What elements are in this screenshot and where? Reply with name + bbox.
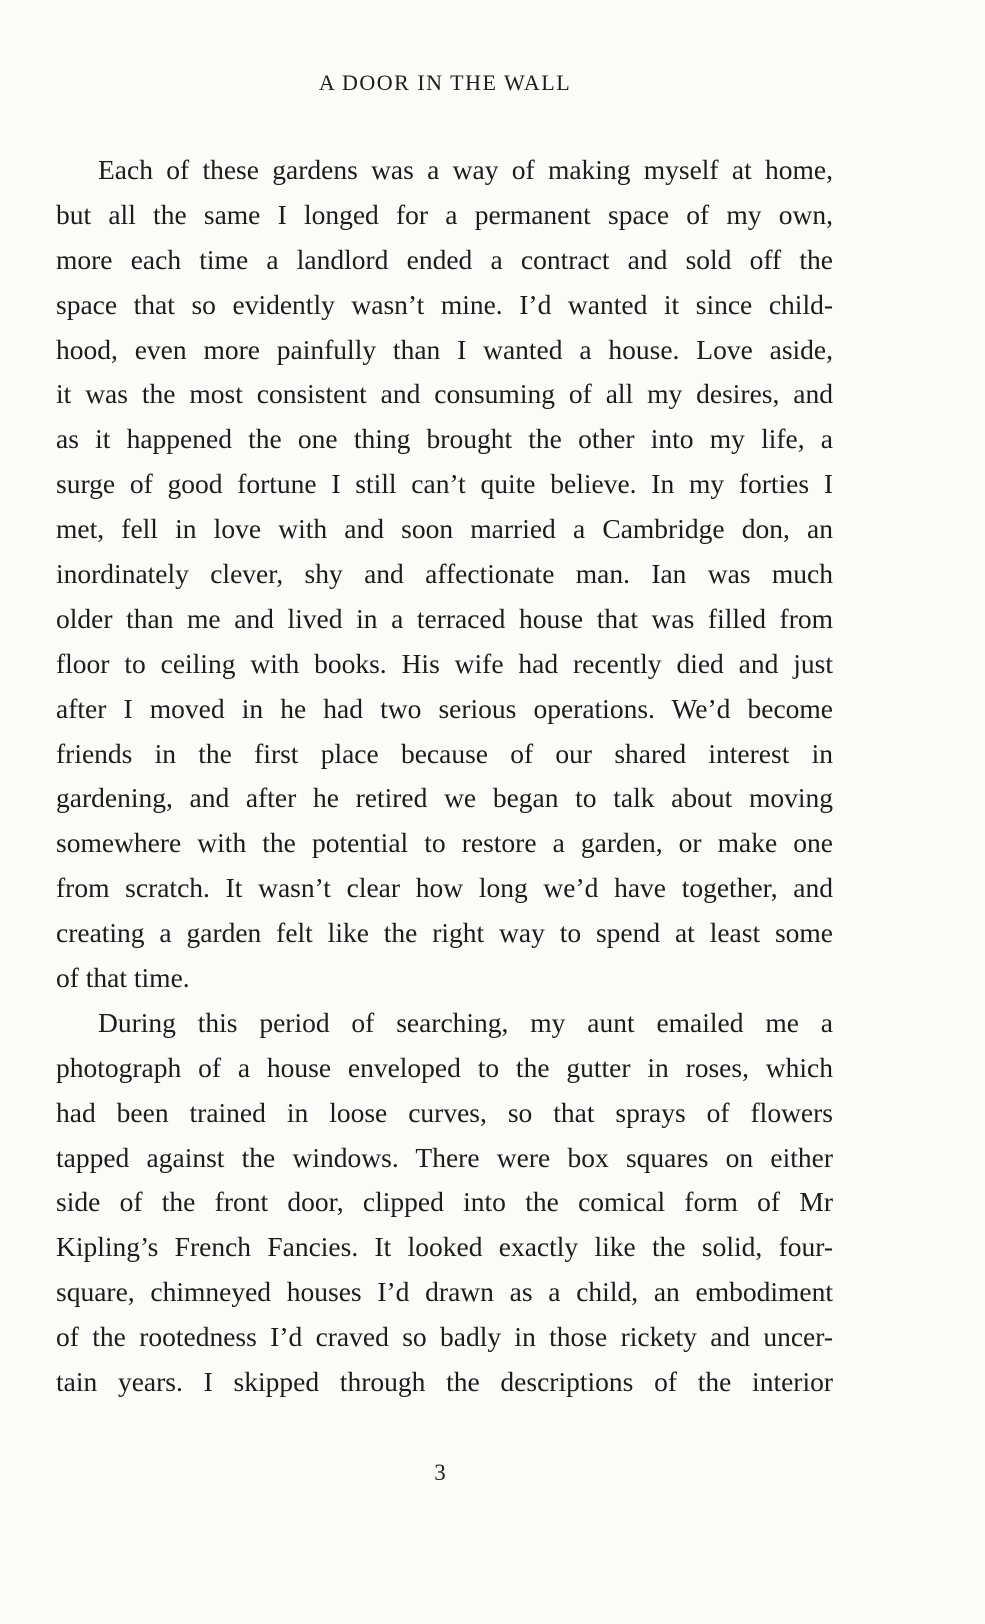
text-line: Kipling’s French Fancies. It looked exactly like the solid, four-: [56, 1231, 833, 1263]
text-line: space that so evidently wasn’t mine. I’d wanted it since child-: [56, 288, 833, 320]
text-line: tapped against the windows. There were box squares on either: [56, 1141, 833, 1173]
text-line: tain years. I skipped through the descriptions of the interior: [56, 1366, 833, 1398]
body-text: [56, 148, 833, 1405]
text-line: surge of good fortune I still can’t quite believe. In my forties I: [56, 468, 833, 500]
text-line: side of the front door, clipped into the comical form of Mr: [56, 1186, 833, 1218]
text-line: hood, even more painfully than I wanted a house. Love aside,: [56, 333, 833, 365]
text-line: floor to ceiling with books. His wife had recently died and just: [56, 647, 833, 679]
running-head: A DOOR IN THE WALL: [318, 70, 572, 95]
text-line: square, chimneyed houses I’d drawn as a child, an embodiment: [56, 1276, 833, 1308]
text-line: friends in the first place because of our shared interest in: [56, 737, 833, 769]
text-line: more each time a landlord ended a contract and sold off the: [56, 243, 833, 275]
text-line: During this period of searching, my aunt emailed me a: [98, 1006, 833, 1038]
text-line: after I moved in he had two serious operations. We’d become: [56, 692, 833, 724]
text-line: of the rootedness I’d craved so badly in those rickety and uncer-: [56, 1321, 833, 1353]
text-line: photograph of a house enveloped to the gutter in roses, which: [56, 1051, 833, 1083]
text-line: had been trained in loose curves, so that sprays of flowers: [56, 1096, 833, 1128]
text-line: gardening, and after he retired we began to talk about moving: [56, 782, 833, 814]
text-line: somewhere with the potential to restore a garden, or make one: [56, 827, 833, 859]
text-line: creating a garden felt like the right way to spend at least some: [56, 917, 833, 949]
text-line: inordinately clever, shy and affectionate man. Ian was much: [56, 558, 833, 590]
text-line: but all the same I longed for a permanent space of my own,: [56, 198, 833, 230]
text-line: Each of these gardens was a way of making myself at home,: [98, 154, 833, 185]
text-line: from scratch. It wasn’t clear how long we’d have together, and: [56, 872, 833, 904]
page-number: 3: [434, 1460, 446, 1485]
text-line: of that time.: [56, 962, 190, 994]
text-line: older than me and lived in a terraced house that was filled from: [56, 602, 833, 634]
text-line: it was the most consistent and consuming of all my desires, and: [56, 378, 833, 410]
text-line: met, fell in love with and soon married a Cambridge don, an: [56, 513, 833, 545]
text-line: as it happened the one thing brought the other into my life, a: [56, 423, 833, 455]
